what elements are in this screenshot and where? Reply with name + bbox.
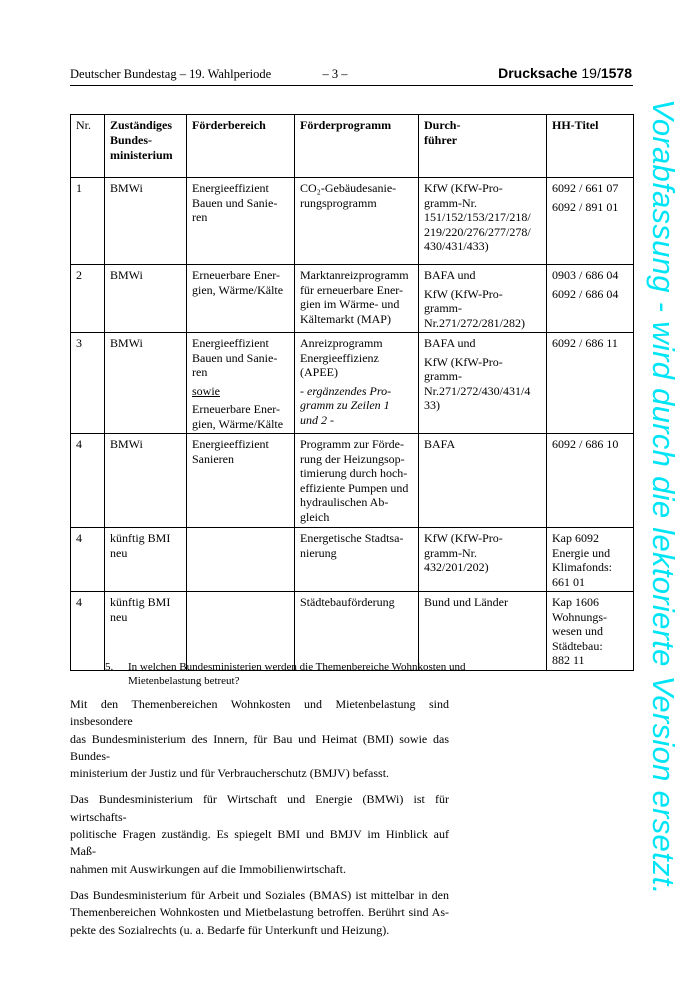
paragraph-line: ministerium der Justiz und für Verbraucherschutz (BMJV) befasst. <box>70 766 390 781</box>
table-cell <box>295 178 419 265</box>
table-header-cell: HH-Titel <box>547 115 634 178</box>
table-row <box>71 434 634 528</box>
doc-label: Drucksache <box>498 65 578 81</box>
cell-block: KfW (KfW-Pro- gramm- Nr.271/272/430/431/4 33) <box>424 354 531 412</box>
cell-block: 4 <box>76 531 82 545</box>
cell-block: 3 <box>76 336 82 350</box>
table-cell <box>105 333 187 434</box>
vorabfassung-watermark: Vorabfassung - wird durch die lektorierte Version ersetzt. <box>646 99 681 895</box>
table-cell <box>547 178 634 265</box>
cell-block: Städtebauförderung <box>300 595 395 609</box>
table-head <box>71 115 634 178</box>
cell-block: KfW (KfW-Pro- gramm-Nr. 151/152/153/217/218/ 219/220/276/277/278/ 430/431/433) <box>424 181 531 253</box>
table-body <box>71 178 634 671</box>
cell-block: Kap 6092 Energie und Klimafonds: 661 01 <box>552 531 612 589</box>
cell-block: BAFA und <box>424 336 476 350</box>
paragraph-line: Das Bundesministerium für Wirtschaft und Energie (BMWi) ist für wirtschafts- <box>70 792 449 824</box>
cell-block: künftig BMI neu <box>110 595 171 624</box>
table-cell <box>419 333 547 434</box>
cell-block: 2 <box>76 268 82 282</box>
paragraph-line: Das Bundesministerium für Arbeit und Soziales (BMAS) ist mittelbar in den <box>70 887 449 902</box>
paragraph-line: Mit den Themenbereichen Wohnkosten und Mietenbelastung sind insbesondere <box>70 697 449 729</box>
table-cell <box>419 434 547 528</box>
header-rule <box>70 85 633 86</box>
table-cell <box>105 178 187 265</box>
table-cell <box>547 434 634 528</box>
question-5 <box>105 660 475 688</box>
cell-block: 6092 / 891 01 <box>552 199 619 214</box>
doc-number-prefix: 19/ <box>581 65 601 81</box>
paragraph-line: nahmen mit Auswirkungen auf die Immobilienwirtschaft. <box>70 861 346 876</box>
answer-paragraphs <box>70 696 449 948</box>
table-cell <box>71 528 105 592</box>
table-cell <box>419 265 547 333</box>
cell-block: BAFA <box>424 437 456 451</box>
question-number: 5. <box>105 661 114 673</box>
table-header-row <box>71 115 634 178</box>
cell-block: BMWi <box>110 336 143 350</box>
cell-block: Erneuerbare Ener- gien, Wärme/Kälte <box>192 268 284 297</box>
cell-block: Energetische Stadtsa- nierung <box>300 531 404 560</box>
cell-block: BMWi <box>110 268 143 282</box>
table-cell <box>295 592 419 671</box>
table-cell <box>295 528 419 592</box>
table-cell <box>295 333 419 434</box>
cell-block: KfW (KfW-Pro- gramm-Nr. 432/201/202) <box>424 531 503 574</box>
table-header-cell: Förderprogramm <box>295 115 419 178</box>
cell-block: sowie <box>192 383 220 398</box>
table-cell <box>187 592 295 671</box>
table-cell <box>547 265 634 333</box>
table-cell <box>105 434 187 528</box>
table-cell <box>187 178 295 265</box>
table-cell <box>419 528 547 592</box>
table-cell <box>547 333 634 434</box>
table-header-cell: Förderbereich <box>187 115 295 178</box>
cell-block: 0903 / 686 04 <box>552 268 619 282</box>
cell-block: Anreizprogramm Energieeffizienz (APEE) <box>300 336 383 379</box>
table-cell <box>71 178 105 265</box>
table-cell <box>71 265 105 333</box>
table-row <box>71 333 634 434</box>
header-doc-number <box>498 65 632 81</box>
table-cell <box>187 265 295 333</box>
table-cell <box>105 265 187 333</box>
paragraph-line: Themenbereichen Wohnkosten und Mietbelastung betroffen. Berührt sind As- <box>70 905 449 920</box>
cell-block: - ergänzendes Pro- gramm zu Zeilen 1 und 2 - <box>300 383 392 427</box>
table-cell <box>71 434 105 528</box>
table-cell <box>295 434 419 528</box>
question-text <box>128 660 465 688</box>
cell-block: CO₂-Gebäudesanie- rungsprogramm <box>300 181 397 210</box>
table-cell <box>187 528 295 592</box>
header-parliament: Deutscher Bundestag – 19. Wahlperiode <box>70 67 272 81</box>
table-cell <box>547 592 634 671</box>
paragraph-line: politische Fragen zuständig. Es spiegelt BMI und BMJV im Hinblick auf Maß- <box>70 827 449 859</box>
cell-block: Erneuerbare Ener- gien, Wärme/Kälte <box>192 402 284 431</box>
cell-block: BMWi <box>110 181 143 195</box>
header-page-number: – 3 – <box>322 67 348 81</box>
cell-block: Marktanreizprogramm für erneuerbare Ener- gien im Wärme- und Kältemarkt (MAP) <box>300 268 409 326</box>
table-row <box>71 265 634 333</box>
table-cell <box>419 592 547 671</box>
cell-block: 6092 / 686 11 <box>552 336 618 350</box>
cell-block: BMWi <box>110 437 143 451</box>
doc-number: 1578 <box>600 65 632 81</box>
paragraph <box>70 887 449 939</box>
paragraph <box>70 791 449 877</box>
paragraph-line: das Bundesministerium des Innern, für Bau und Heimat (BMI) sowie das Bundes- <box>70 731 449 763</box>
cell-block: 6092 / 686 10 <box>552 437 619 451</box>
cell-block: künftig BMI neu <box>110 531 171 560</box>
table-cell <box>71 333 105 434</box>
cell-block: Energieeffizient Bauen und Sanie- ren <box>192 336 278 379</box>
cell-block: Energieeffizient Sanieren <box>192 437 269 466</box>
table-row <box>71 592 634 671</box>
cell-block: 1 <box>76 181 82 195</box>
cell-block: KfW (KfW-Pro- gramm- Nr.271/272/281/282) <box>424 286 525 330</box>
cell-block: Energieeffizient Bauen und Sanie- ren <box>192 181 278 224</box>
cell-block: 4 <box>76 595 82 609</box>
table-cell <box>105 592 187 671</box>
cell-block: BAFA und <box>424 268 476 282</box>
question-line: In welchen Bundesministerien werden die Themenbereiche Wohnkosten und <box>128 661 466 673</box>
funding-table <box>70 114 634 671</box>
cell-block: Kap 1606 Wohnungs- wesen und Städtebau: 882 11 <box>552 595 608 667</box>
table-cell <box>547 528 634 592</box>
table-header-cell: Zuständiges Bundes- ministerium <box>105 115 187 178</box>
table-cell <box>187 434 295 528</box>
cell-block: 4 <box>76 437 82 451</box>
table-header-cell: Nr. <box>71 115 105 178</box>
paragraph-line: pekte des Sozialrechts (u. a. Bedarfe für Unterkunft und Heizung). <box>70 922 390 937</box>
table-cell <box>187 333 295 434</box>
table-cell <box>71 592 105 671</box>
table-cell <box>105 528 187 592</box>
table-header-cell: Durch- führer <box>419 115 547 178</box>
question-line: Mietenbelastung betreut? <box>128 675 240 687</box>
table-cell <box>419 178 547 265</box>
cell-block: Programm zur Förde- rung der Heizungsop- timierung durch hoch- effiziente Pumpen und hydraulischen Ab- gleich <box>300 437 409 524</box>
paragraph <box>70 696 449 782</box>
table-row <box>71 528 634 592</box>
cell-block: 6092 / 686 04 <box>552 286 619 301</box>
cell-block: 6092 / 661 07 <box>552 181 619 195</box>
table-cell <box>295 265 419 333</box>
cell-block: Bund und Länder <box>424 595 508 609</box>
table-row <box>71 178 634 265</box>
